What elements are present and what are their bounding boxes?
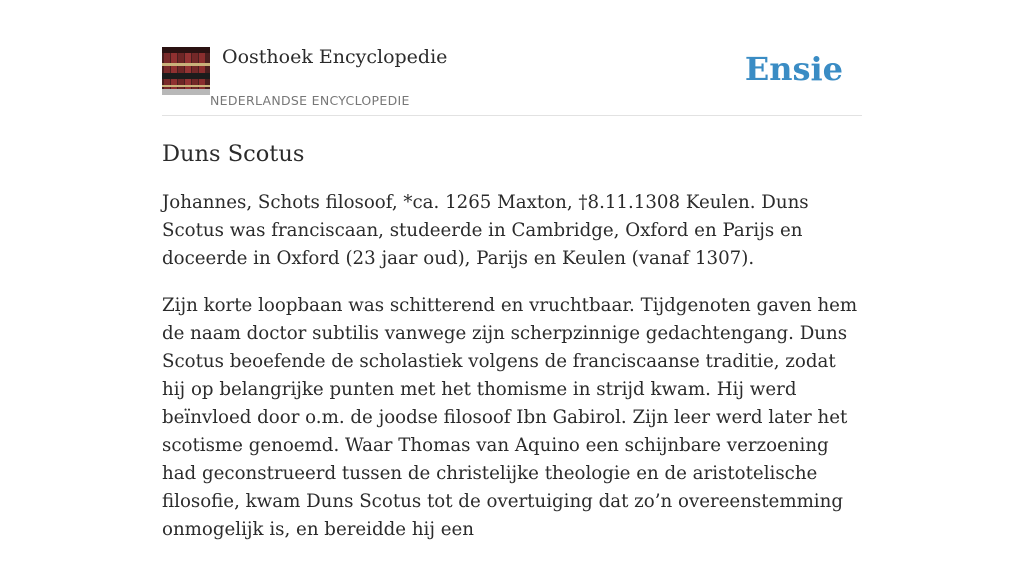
site-subtitle: NEDERLANDSE ENCYCLOPEDIE	[210, 93, 410, 108]
article-paragraph: Johannes, Schots filosoof, *ca. 1265 Maxton, †8.11.1308 Keulen. Duns Scotus was franciscaan, studeerde in Cambridge, Oxford en Parijs en doceerde in Oxford (23 jaar oud), Parijs en Keulen (vanaf 1307).	[162, 192, 809, 269]
encyclopedia-books-icon[interactable]	[162, 47, 210, 95]
brand-logo-link[interactable]: Ensie	[744, 50, 843, 88]
article-paragraph: Zijn korte loopbaan was schitterend en vruchtbaar. Tijdgenoten gaven hem de naam doctor subtilis vanwege zijn scherpzinnige gedachtengang. Duns Scotus beoefende de scholastiek volgens de franciscaanse traditie, zodat hij op belangrijke punten met het thomisme in strijd kwam. Hij werd beïnvloed door o.m. de joodse filosoof Ibn Gabirol. Zijn leer werd later het scotisme genoemd. Waar Thomas van Aquino een schijnbare verzoening had geconstrueerd tussen de christelijke theologie en de aristotelische filosofie, kwam Duns Scotus tot de overtuiging dat zo’n overeenstemming onmogelijk is, en bereidde hij een	[162, 295, 858, 540]
article	[162, 138, 864, 563]
site-title-link[interactable]: Oosthoek Encyclopedie	[222, 46, 448, 68]
article-title: Duns Scotus	[162, 141, 305, 167]
site-header	[162, 46, 862, 116]
